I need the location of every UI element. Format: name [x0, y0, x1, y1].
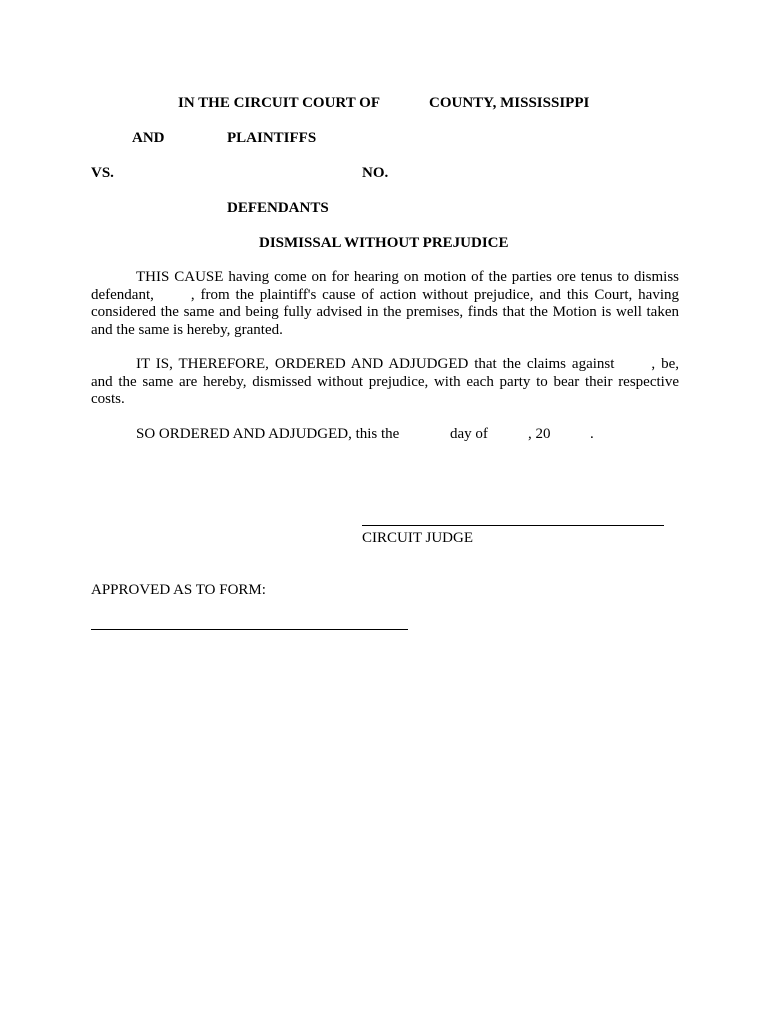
paragraph-order	[91, 356, 679, 409]
ordered-date-year: , 20	[528, 426, 551, 442]
document-title: DISMISSAL WITHOUT PREJUDICE	[259, 235, 509, 251]
paragraph-order-part2: , be, and the same are hereby, dismissed without prejudice, with each party to bear their respective costs.	[91, 356, 679, 407]
and-label: AND	[132, 130, 165, 146]
ordered-date-day-of: day of	[450, 426, 488, 442]
paragraph-order-part1: IT IS, THEREFORE, ORDERED AND ADJUDGED that the claims against	[136, 356, 615, 372]
court-prefix: IN THE CIRCUIT COURT OF	[178, 95, 381, 111]
court-county-suffix: COUNTY, MISSISSIPPI	[429, 95, 590, 111]
case-number-label: NO.	[362, 165, 389, 181]
paragraph-motion-part1: THIS CAUSE having come on for hearing on motion of the parties ore tenus to dismiss defendant,	[91, 269, 679, 303]
approved-as-to-form-label: APPROVED AS TO FORM:	[91, 582, 266, 598]
defendants-label: DEFENDANTS	[227, 200, 329, 216]
plaintiffs-label: PLAINTIFFS	[227, 130, 317, 146]
ordered-date-prefix: SO ORDERED AND ADJUDGED, this the	[136, 426, 400, 442]
circuit-judge-label: CIRCUIT JUDGE	[362, 530, 473, 546]
approval-signature-line	[91, 629, 408, 630]
judge-signature-line	[362, 525, 664, 526]
ordered-date-period: .	[590, 426, 594, 442]
paragraph-motion-part2: , from the plaintiff's cause of action without prejudice, and this Court, having considered the same and being fully advised in the premises, finds that the Motion is well taken and the same is hereby, granted.	[91, 286, 679, 338]
paragraph-motion	[91, 269, 679, 339]
vs-label: VS.	[91, 165, 114, 181]
